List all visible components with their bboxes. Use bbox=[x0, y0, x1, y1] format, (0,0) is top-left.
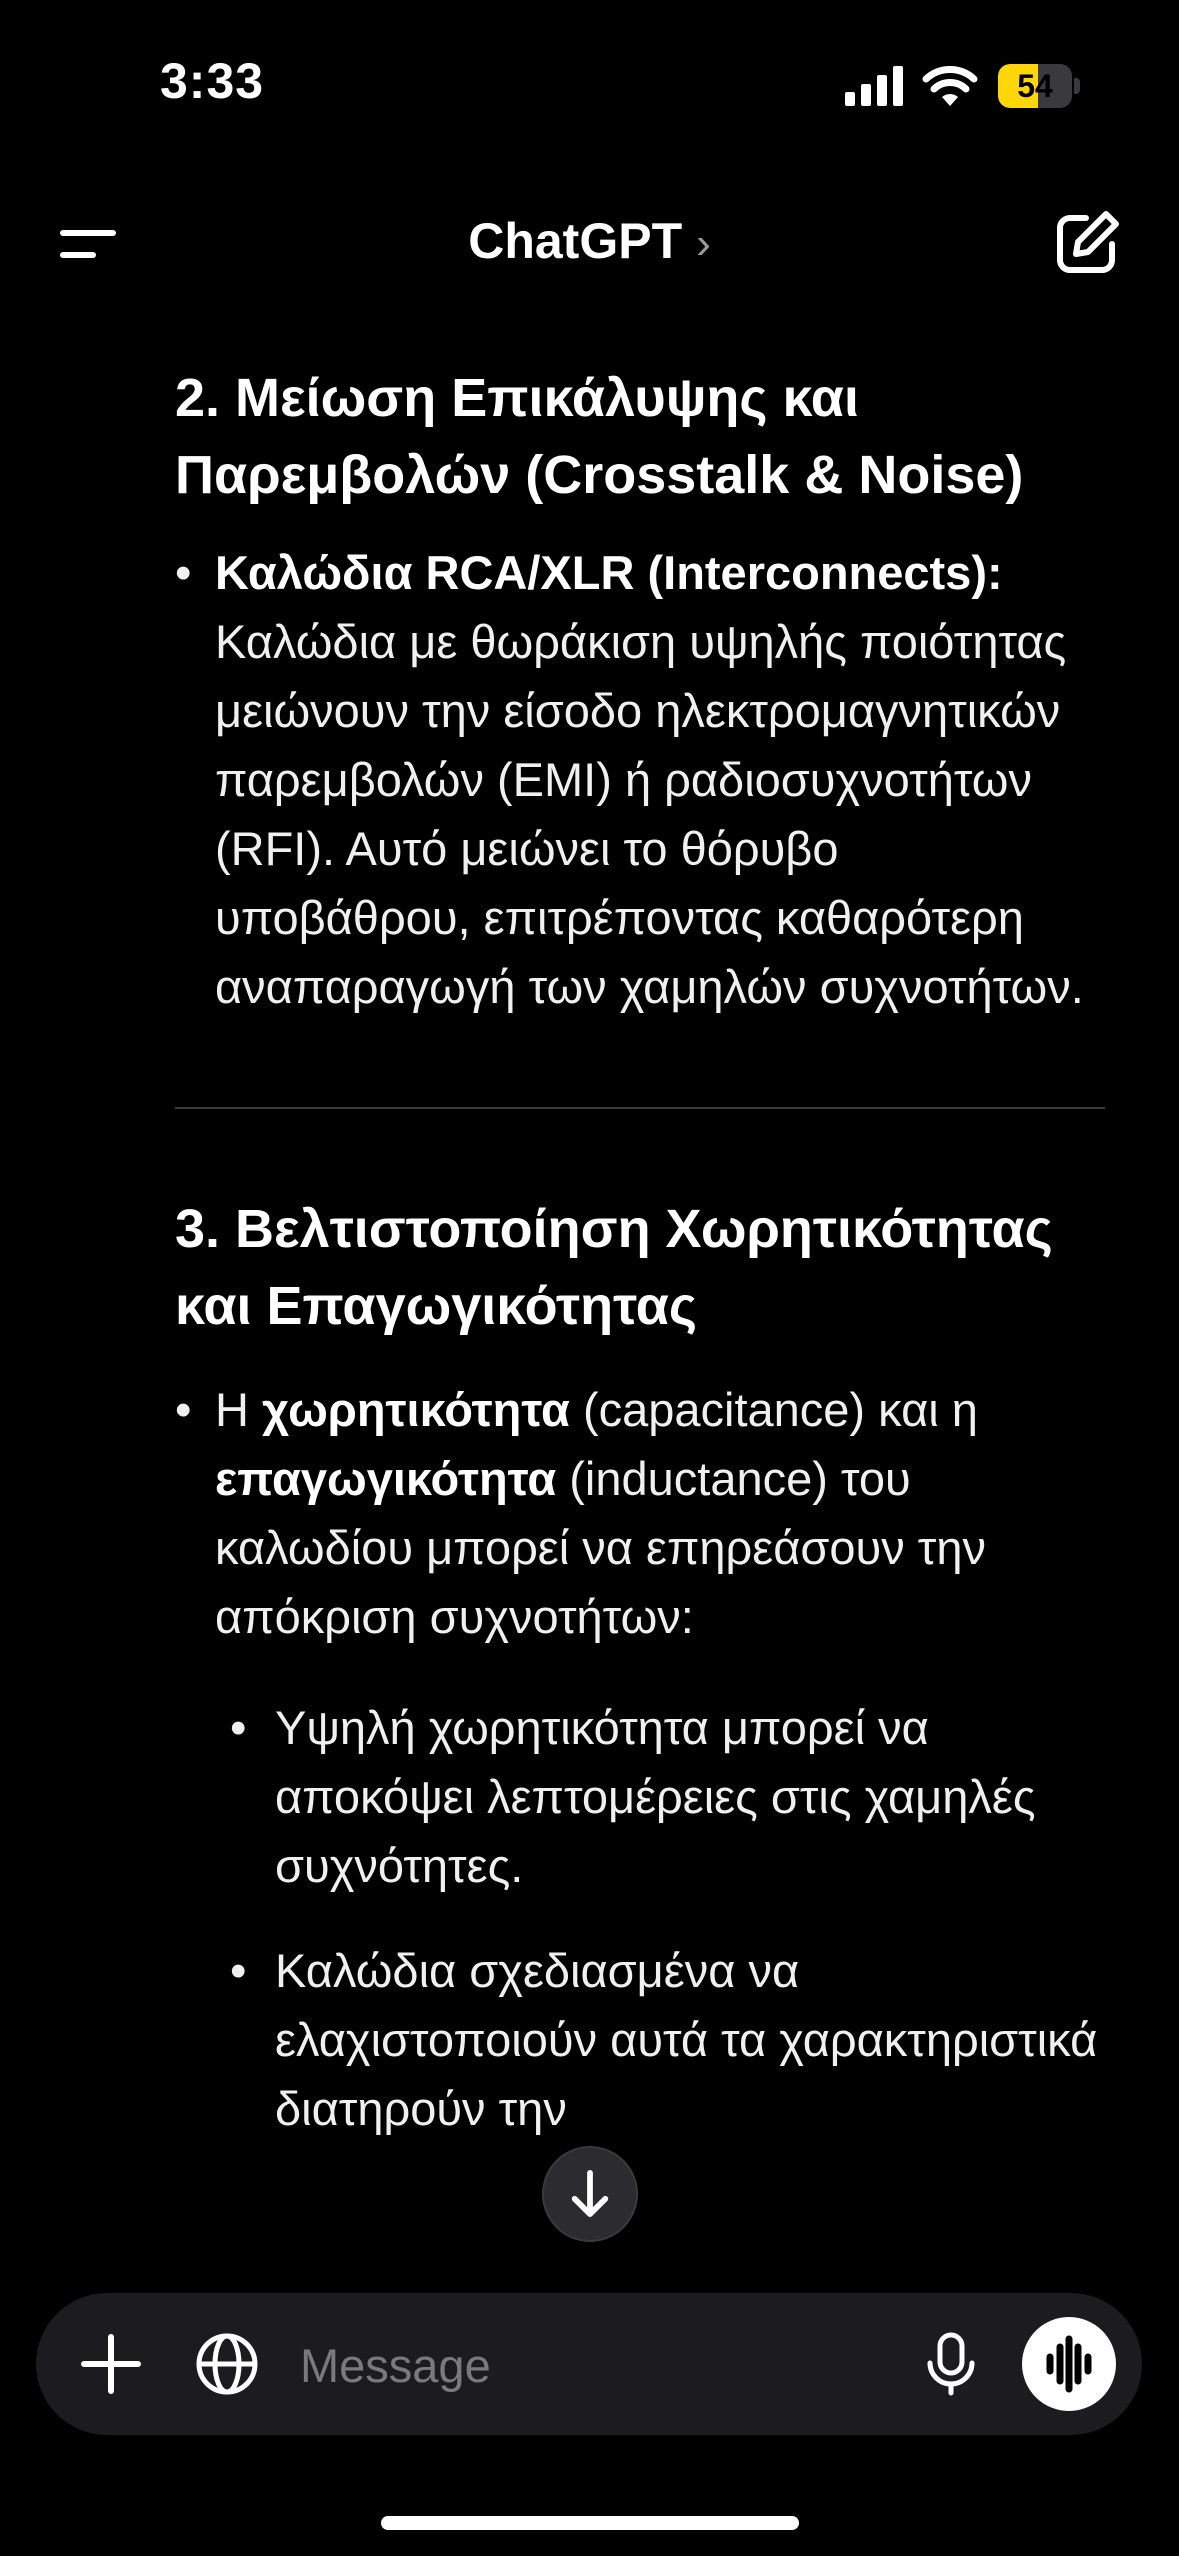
arrow-down-icon bbox=[544, 2148, 636, 2240]
plus-icon[interactable] bbox=[76, 2329, 146, 2399]
chat-header bbox=[0, 190, 1179, 300]
wifi-icon bbox=[922, 62, 978, 108]
list-item: • Η χωρητικότητα (capacitance) και η επαγωγικότητα (inductance) του καλωδίου μπορεί να επηρεάσουν την απόκριση συχνοτήτων: bbox=[175, 1375, 1105, 1651]
microphone-icon[interactable] bbox=[916, 2329, 986, 2399]
home-indicator bbox=[381, 2516, 799, 2530]
sub-list-item: • Καλώδια σχεδιασμένα να ελαχιστοποιούν αυτά τα χαρακτηριστικά διατηρούν την bbox=[175, 1936, 1105, 2143]
message-composer bbox=[36, 2293, 1142, 2435]
new-chat-icon bbox=[1060, 214, 1116, 270]
chevron-right-icon: › bbox=[696, 219, 711, 268]
new-chat-button[interactable] bbox=[1052, 208, 1122, 278]
bold-term: επαγωγικότητα bbox=[215, 1452, 557, 1505]
assistant-message bbox=[175, 360, 1105, 2143]
section-2-heading: 2. Μείωση Επικάλυψης και Παρεμβολών (Crosstalk & Noise) bbox=[175, 368, 1024, 505]
list-item-bold: Καλώδια RCA/XLR (Interconnects): bbox=[215, 546, 1003, 599]
status-time: 3:33 bbox=[160, 53, 265, 109]
list-item bbox=[175, 538, 1105, 1021]
bold-term: χωρητικότητα bbox=[262, 1383, 570, 1436]
voice-mode-icon bbox=[1022, 2317, 1116, 2411]
battery-level: 54 bbox=[1017, 68, 1053, 104]
status-bar bbox=[0, 0, 1179, 170]
model-selector[interactable] bbox=[0, 212, 1179, 270]
message-input[interactable] bbox=[298, 2327, 922, 2403]
scroll-to-bottom-button[interactable] bbox=[542, 2146, 638, 2242]
sub-list-item: • Υψηλή χωρητικότητα μπορεί να αποκόψει λεπτομέρειες στις χαμηλές συχνότητες. bbox=[175, 1693, 1105, 1900]
cellular-signal-icon bbox=[845, 66, 905, 106]
page-title: ChatGPT bbox=[468, 213, 683, 269]
globe-icon[interactable] bbox=[192, 2329, 262, 2399]
battery-icon bbox=[998, 64, 1080, 108]
list-item-text: Καλώδια με θωράκιση υψηλής ποιότητας μειώνουν την είσοδο ηλεκτρομαγνητικών παρεμβολών (EMI) ή ραδιοσυχνοτήτων (RFI). Αυτό μειώνει το θόρυβο υποβάθρου, επιτρέποντας καθαρότερη αναπαραγωγή των χαμηλών συχνοτήτων. bbox=[215, 615, 1084, 1013]
section-3-heading: 3. Βελτιστοποίηση Χωρητικότητας και Επαγωγικότητας bbox=[175, 1199, 1053, 1336]
voice-mode-button[interactable] bbox=[1022, 2317, 1116, 2411]
